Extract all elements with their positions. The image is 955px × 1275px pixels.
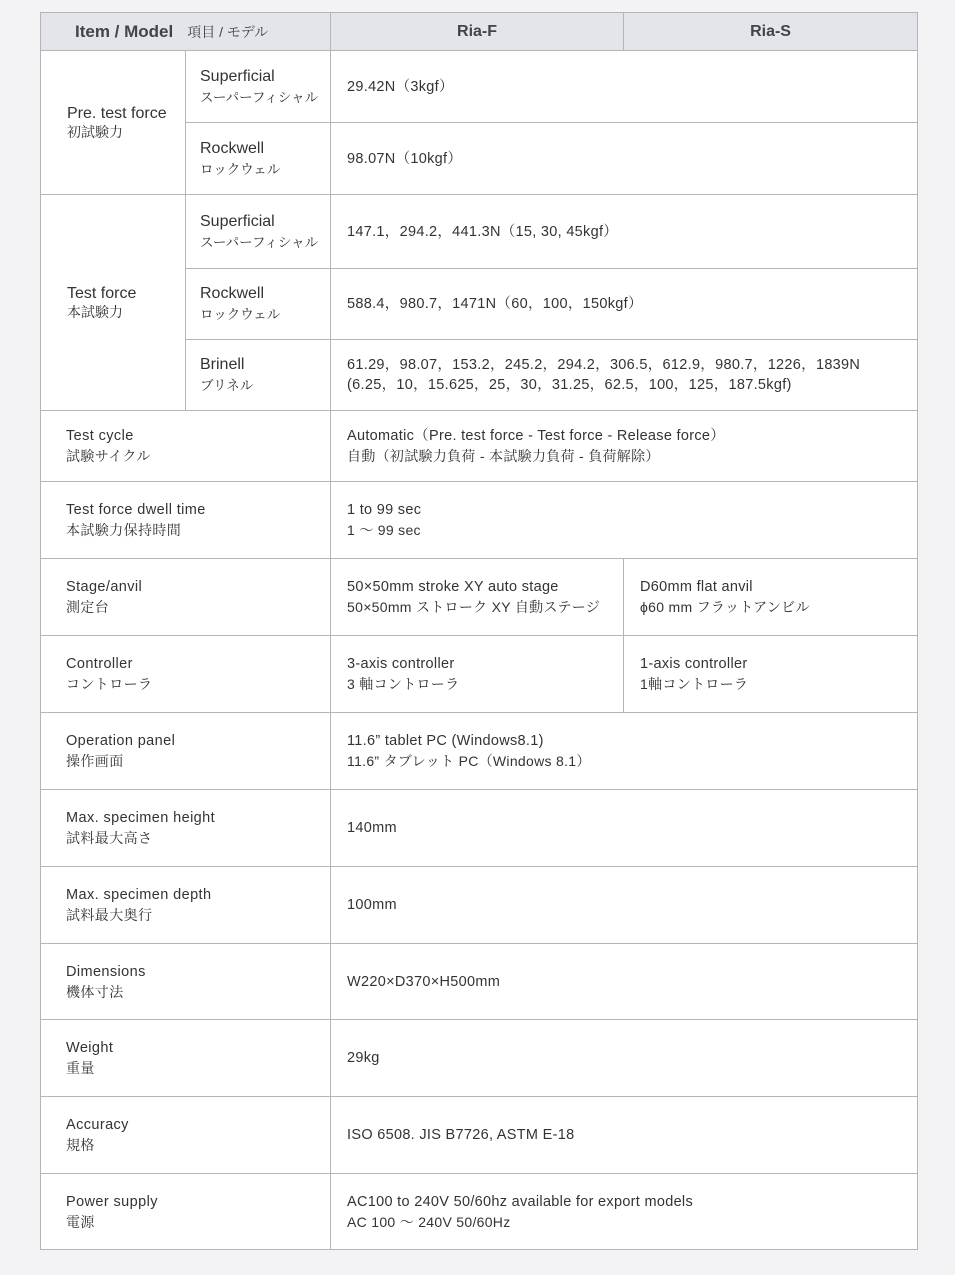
label-en: Test force — [67, 284, 137, 302]
value-text: (6.25，10，15.625，25，30，31.25，62.5，100，125，187.5kgf) — [347, 377, 792, 393]
value-text: 29kg — [347, 1050, 380, 1066]
label-en: Stage/anvil — [66, 579, 143, 595]
value-cell — [331, 195, 918, 269]
label-jp: 初試験力 — [67, 123, 123, 140]
table-row — [41, 51, 918, 123]
sub-label-en: Rockwell — [200, 139, 265, 157]
label-en: Accuracy — [66, 1117, 129, 1133]
label-jp: 試料最大奥行 — [66, 907, 153, 923]
row-label — [41, 482, 331, 559]
value-text: 61.29，98.07，153.2，245.2，294.2，306.5，612.9，980.7，1226，1839N — [347, 357, 861, 373]
value-text: 50×50mm stroke XY auto stage — [347, 579, 559, 595]
sub-label-jp: ブリネル — [200, 378, 254, 393]
value-cell — [331, 1097, 918, 1174]
label-en: Weight — [66, 1040, 114, 1056]
value-text-jp: 1 〜 99 sec — [347, 522, 421, 538]
value-text: 147.1，294.2，441.3N（15, 30, 45kgf） — [347, 223, 619, 240]
spec-table — [40, 12, 918, 1250]
header-model-ria-f: Ria-F — [331, 13, 624, 51]
sub-label-jp: ロックウェル — [200, 161, 281, 177]
row-label — [41, 411, 331, 482]
sub-label-jp: ロックウェル — [200, 307, 281, 322]
value-cell — [331, 867, 918, 944]
table-row — [41, 559, 918, 636]
value-text-jp: 11.6” タブレット PC（Windows 8.1） — [347, 753, 591, 769]
value-cell-ria-f — [331, 559, 624, 636]
label-en: Max. specimen height — [66, 810, 216, 826]
row-label — [41, 1020, 331, 1097]
sub-label — [186, 340, 331, 411]
label-jp: 測定台 — [66, 599, 110, 615]
value-text-jp: 50×50mm ストローク XY 自動ステージ — [347, 599, 601, 615]
value-cell-ria-s — [624, 636, 918, 713]
value-text-jp: 3 軸コントローラ — [347, 676, 460, 692]
header-row — [41, 13, 918, 51]
label-jp: 操作画面 — [66, 753, 124, 769]
value-cell — [331, 713, 918, 790]
sub-label-en: Superficial — [200, 212, 275, 230]
value-cell — [331, 51, 918, 123]
label-en: Dimensions — [66, 963, 146, 980]
sub-label-jp: スーパーフィシャル — [200, 234, 319, 250]
value-text: 11.6” tablet PC (Windows8.1) — [347, 733, 544, 749]
label-jp: 本試験力保持時間 — [66, 522, 182, 538]
value-cell — [331, 1174, 918, 1250]
header-item-model — [41, 13, 331, 51]
sub-label — [186, 195, 331, 269]
value-cell — [331, 944, 918, 1020]
value-text: Automatic（Pre. test force - Test force - Release force） — [347, 428, 726, 444]
value-text-jp: 1軸コントローラ — [640, 676, 749, 692]
value-text: ISO 6508. JIS B7726, ASTM E-18 — [347, 1127, 575, 1143]
label-jp: 試験サイクル — [66, 448, 151, 464]
label-en: Test force dwell time — [66, 502, 206, 518]
value-cell — [331, 340, 918, 411]
value-cell — [331, 123, 918, 195]
value-text: 100mm — [347, 897, 397, 913]
value-text: W220×D370×H500mm — [347, 973, 501, 990]
sub-label-en: Brinell — [200, 356, 245, 373]
value-cell — [331, 1020, 918, 1097]
value-text: D60mm flat anvil — [640, 579, 753, 595]
value-text: 140mm — [347, 820, 397, 836]
label-en: Operation panel — [66, 733, 176, 749]
label-jp: 重量 — [66, 1060, 95, 1076]
value-text-jp: ϕ60 mm フラットアンビル — [640, 599, 810, 615]
row-label — [41, 790, 331, 867]
table-row — [41, 482, 918, 559]
table-row — [41, 1174, 918, 1250]
table-row — [41, 867, 918, 944]
label-en: Pre. test force — [67, 104, 167, 122]
value-cell-ria-f — [331, 636, 624, 713]
label-jp: 電源 — [66, 1213, 95, 1230]
header-item-jp: 項目 / モデル — [187, 23, 269, 40]
row-label — [41, 867, 331, 944]
label-jp: 機体寸法 — [66, 983, 124, 1000]
row-label — [41, 559, 331, 636]
header-item-en: Item / Model — [75, 21, 174, 41]
sub-label — [186, 51, 331, 123]
label-jp: コントローラ — [66, 676, 153, 692]
value-text: 1-axis controller — [640, 656, 748, 672]
value-cell — [331, 790, 918, 867]
table-row — [41, 1020, 918, 1097]
table-row — [41, 411, 918, 482]
table-row — [41, 944, 918, 1020]
value-text: AC100 to 240V 50/60hz available for export models — [347, 1193, 694, 1210]
value-cell — [331, 269, 918, 340]
value-text: 3-axis controller — [347, 656, 455, 672]
table-row — [41, 636, 918, 713]
table-row — [41, 790, 918, 867]
value-cell-ria-s — [624, 559, 918, 636]
row-label — [41, 636, 331, 713]
sub-label-en: Superficial — [200, 67, 275, 85]
label-jp: 規格 — [66, 1137, 95, 1153]
sub-label — [186, 123, 331, 195]
label-jp: 本試験力 — [67, 303, 123, 320]
value-text-jp: AC 100 〜 240V 50/60Hz — [347, 1213, 511, 1230]
label-jp: 試料最大高さ — [66, 830, 153, 846]
value-text: 29.42N（3kgf） — [347, 78, 454, 95]
table-row — [41, 713, 918, 790]
row-label — [41, 1174, 331, 1250]
value-cell — [331, 411, 918, 482]
table-row — [41, 1097, 918, 1174]
label-en: Power supply — [66, 1193, 158, 1210]
row-label — [41, 1097, 331, 1174]
header-model-ria-s: Ria-S — [624, 13, 918, 51]
label-en: Max. specimen depth — [66, 887, 212, 903]
row-label — [41, 944, 331, 1020]
value-text-jp: 自動（初試験力負荷 - 本試験力負荷 - 負荷解除） — [347, 448, 660, 464]
value-text: 588.4，980.7，1471N（60，100，150kgf） — [347, 296, 643, 312]
sub-label — [186, 269, 331, 340]
label-en: Test cycle — [66, 428, 134, 444]
value-cell — [331, 482, 918, 559]
table-row — [41, 195, 918, 269]
value-text: 1 to 99 sec — [347, 502, 422, 518]
row-label — [41, 713, 331, 790]
pretest-label — [41, 51, 186, 195]
testforce-label — [41, 195, 186, 411]
value-text: 98.07N（10kgf） — [347, 150, 463, 167]
label-en: Controller — [66, 656, 133, 672]
sub-label-en: Rockwell — [200, 285, 265, 302]
sub-label-jp: スーパーフィシャル — [200, 89, 319, 105]
